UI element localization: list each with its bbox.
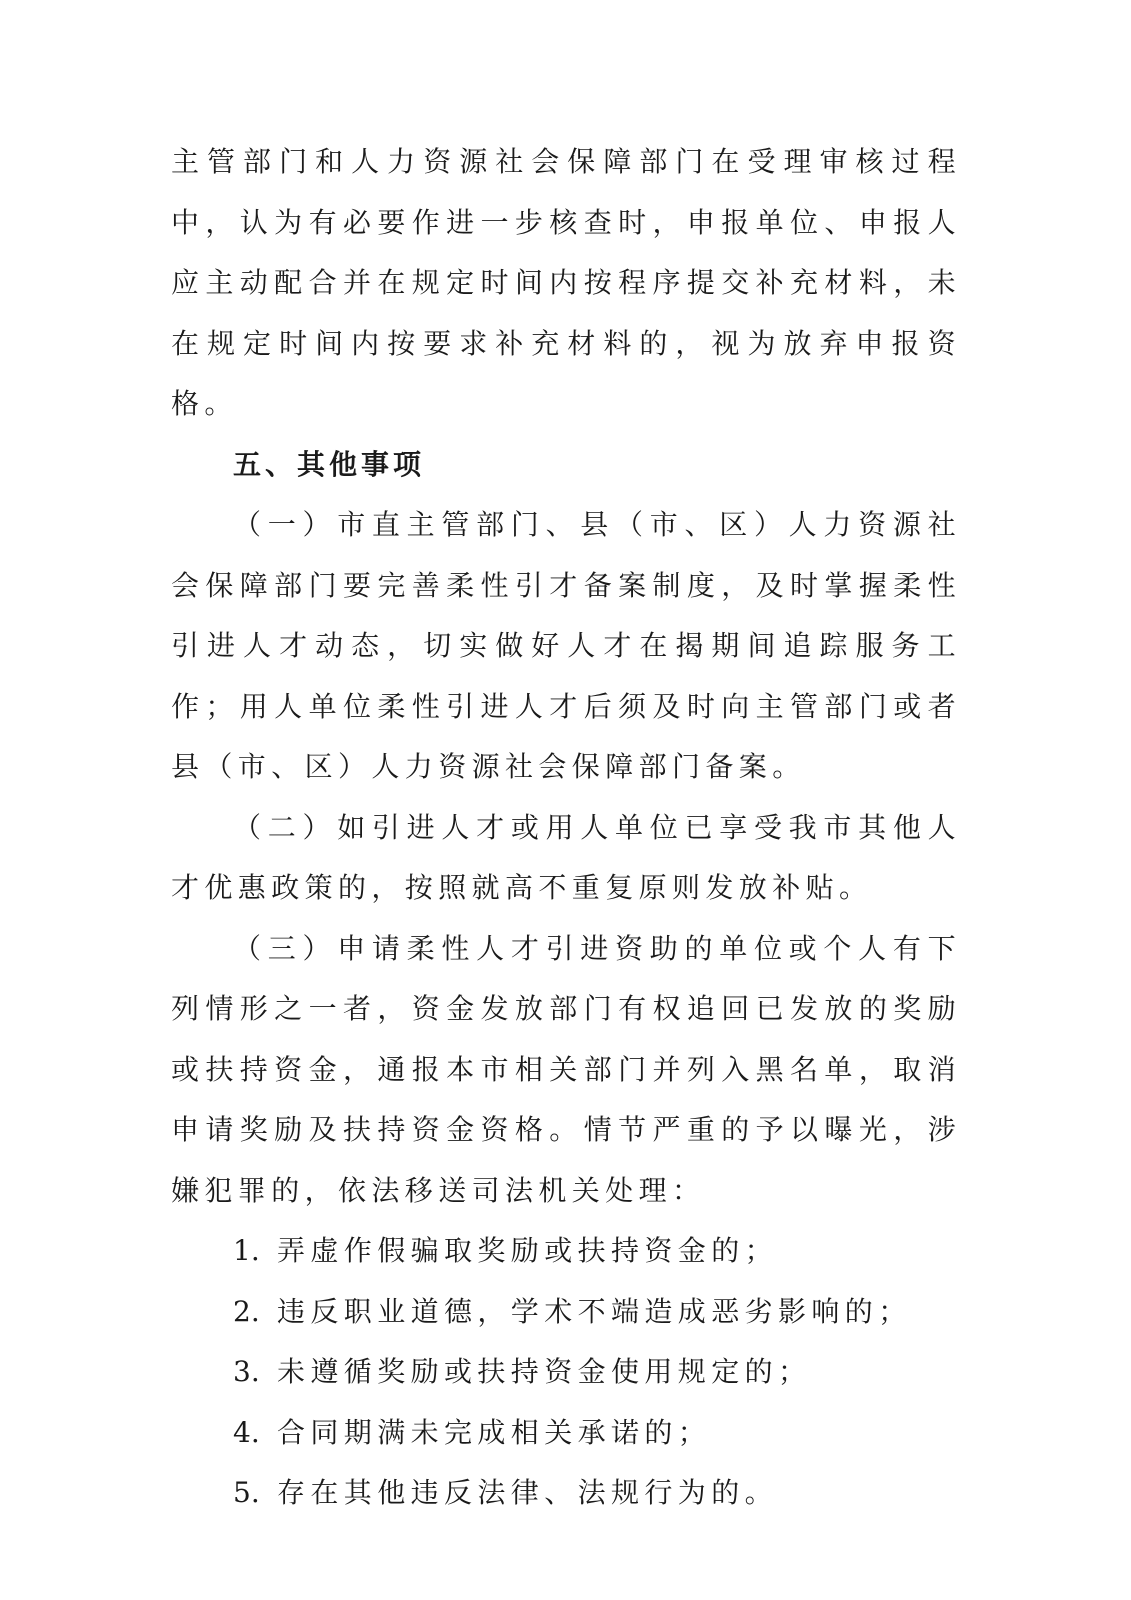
intro-paragraph: 主管部门和人力资源社会保障部门在受理审核过程中，认为有必要作进一步核查时，申报单位、申报人应主动配合并在规定时间内按程序提交补充材料，未在规定时间内按要求补充材料的，视为放弃申报资格。 [171, 145, 961, 420]
section-heading: 五、其他事项 [233, 447, 426, 481]
list-item-number: 5. [233, 1476, 260, 1509]
list-item [171, 1342, 961, 1403]
list-item [171, 1463, 961, 1524]
list-item-text: 未遵循奖励或扶持资金使用规定的； [277, 1355, 812, 1388]
list-item-text: 合同期满未完成相关承诺的； [277, 1415, 712, 1449]
list-item-text: 弄虚作假骗取奖励或扶持资金的； [277, 1234, 779, 1267]
list-item-number: 2. [233, 1294, 260, 1328]
item-1-paragraph: （一）市直主管部门、县（市、区）人力资源社会保障部门要完善柔性引才备案制度，及时掌握柔性引进人才动态，切实做好人才在揭期间追踪服务工作；用人单位柔性引进人才后须及时向主管部门或者县（市、区）人力资源社会保障部门备案。 [171, 508, 961, 783]
list-item [171, 1282, 961, 1343]
list-item-text: 存在其他违反法律、法规行为的。 [277, 1476, 779, 1509]
list-item [171, 1221, 961, 1282]
list-item-number: 1. [233, 1234, 260, 1267]
list-item-number: 4. [233, 1415, 260, 1449]
list-item-text: 违反职业道德，学术不端造成恶劣影响的； [277, 1294, 912, 1328]
document-body [171, 132, 961, 1524]
item-3-paragraph: （三）申请柔性人才引进资助的单位或个人有下列情形之一者，资金发放部门有权追回已发放的奖励或扶持资金，通报本市相关部门并列入黑名单，取消申请奖励及扶持资金资格。情节严重的予以曝光，涉嫌犯罪的，依法移送司法机关处理： [171, 931, 961, 1207]
violation-list [171, 1221, 961, 1524]
item-2-paragraph: （二）如引进人才或用人单位已享受我市其他人才优惠政策的，按照就高不重复原则发放补贴。 [171, 810, 961, 904]
list-item-number: 3. [233, 1355, 260, 1388]
list-item [171, 1403, 961, 1464]
